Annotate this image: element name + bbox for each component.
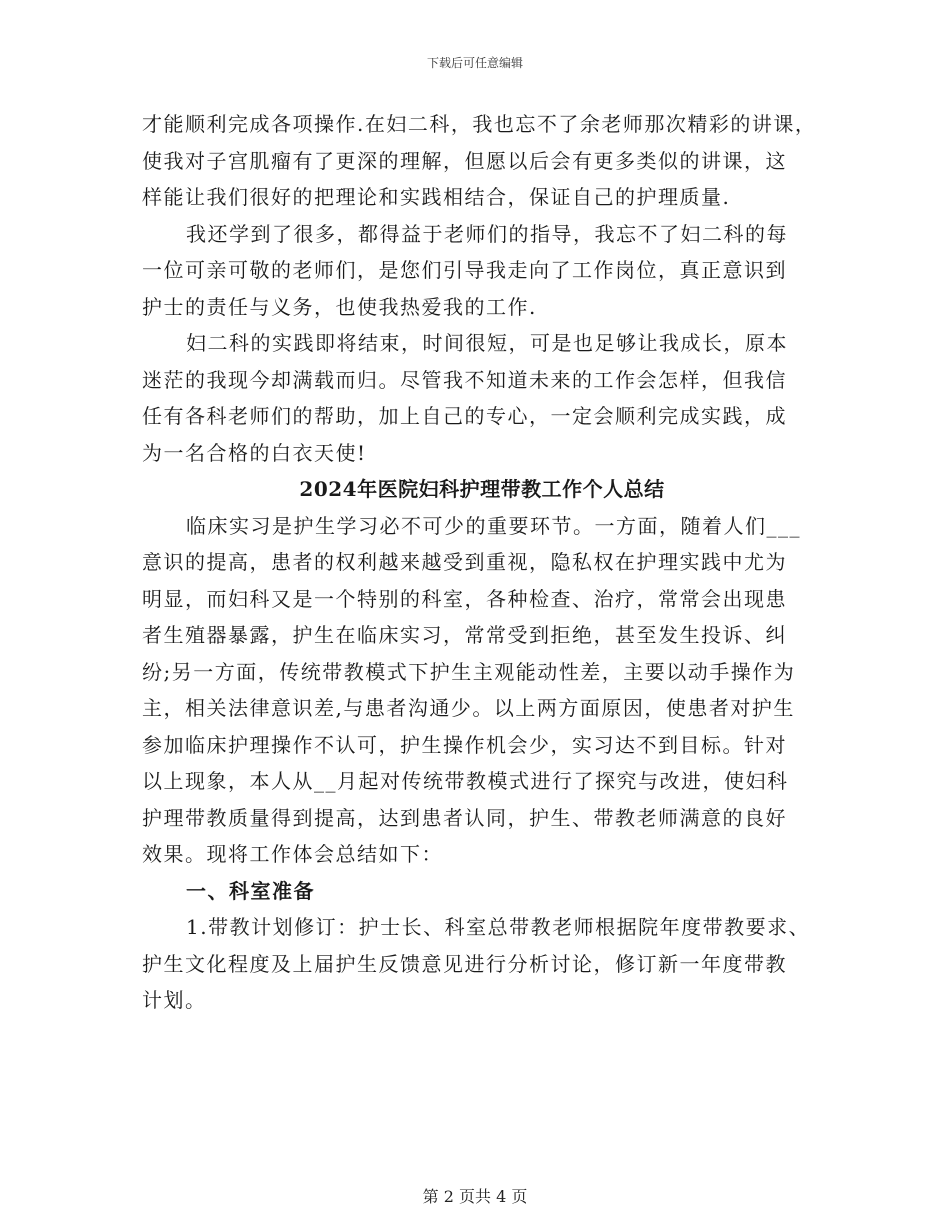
body-line: 才能顺利完成各项操作.在妇二科，我也忘不了余老师那次精彩的讲课， <box>142 112 817 136</box>
body-line: 计划。 <box>142 988 207 1012</box>
body-line: 意识的提高，患者的权利越来越受到重视，隐私权在护理实践中尤为 <box>142 550 787 574</box>
paragraph-start-line: 妇二科的实践即将结束，时间很短，可是也足够让我成长，原本 <box>186 331 788 355</box>
body-line: 效果。现将工作体会总结如下： <box>142 842 443 866</box>
section-title: 2024年医院妇科护理带教工作个人总结 <box>299 477 665 501</box>
body-line: 护生文化程度及上届护生反馈意见进行分析讨论，修订新一年度带教 <box>142 951 787 976</box>
body-line: 纷;另一方面，传统带教模式下护生主观能动性差，主要以动手操作为 <box>142 659 796 684</box>
body-line: 护士的责任与义务，也使我热爱我的工作. <box>142 294 537 319</box>
body-line: 一位可亲可敬的老师们，是您们引导我走向了工作岗位，真正意识到 <box>142 258 787 282</box>
body-line: 样能让我们很好的把理论和实践相结合，保证自己的护理质量. <box>142 185 731 209</box>
body-line: 明显，而妇科又是一个特别的科室，各种检查、治疗，常常会出现患 <box>142 586 787 611</box>
paragraph-start-line: 1.带教计划修订：护士长、科室总带教老师根据院年度带教要求、 <box>186 915 811 939</box>
body-line: 使我对子宫肌瘤有了更深的理解，但愿以后会有更多类似的讲课，这 <box>142 148 787 173</box>
body-line: 主，相关法律意识差,与患者沟通少。以上两方面原因，使患者对护生 <box>142 696 795 720</box>
body-line: 护理带教质量得到提高，达到患者认同，护生、带教老师满意的良好 <box>142 805 787 830</box>
subsection-heading: 一、科室准备 <box>186 878 315 903</box>
paragraph-start-line: 临床实习是护生学习必不可少的重要环节。一方面，随着人们___ <box>186 513 801 538</box>
page-footer: 第 2 页共 4 页 <box>422 1187 528 1206</box>
page-header: 下载后可任意编辑 <box>426 56 523 70</box>
body-line: 以上现象，本人从__月起对传统带教模式进行了探究与改进，使妇科 <box>142 769 789 793</box>
document-body <box>142 106 822 1019</box>
body-line: 迷茫的我现今却满载而归。尽管我不知道未来的工作会怎样，但我信 <box>142 367 787 392</box>
body-line: 为一名合格的白衣天使! <box>142 440 367 465</box>
body-line: 任有各科老师们的帮助，加上自己的专心，一定会顺利完成实践，成 <box>142 404 787 428</box>
body-line: 者生殖器暴露，护生在临床实习，常常受到拒绝，甚至发生投诉、纠 <box>142 623 787 647</box>
paragraph-start-line: 我还学到了很多，都得益于老师们的指导，我忘不了妇二科的每 <box>186 221 788 246</box>
body-line: 参加临床护理操作不认可，护生操作机会少，实习达不到目标。针对 <box>142 732 787 757</box>
